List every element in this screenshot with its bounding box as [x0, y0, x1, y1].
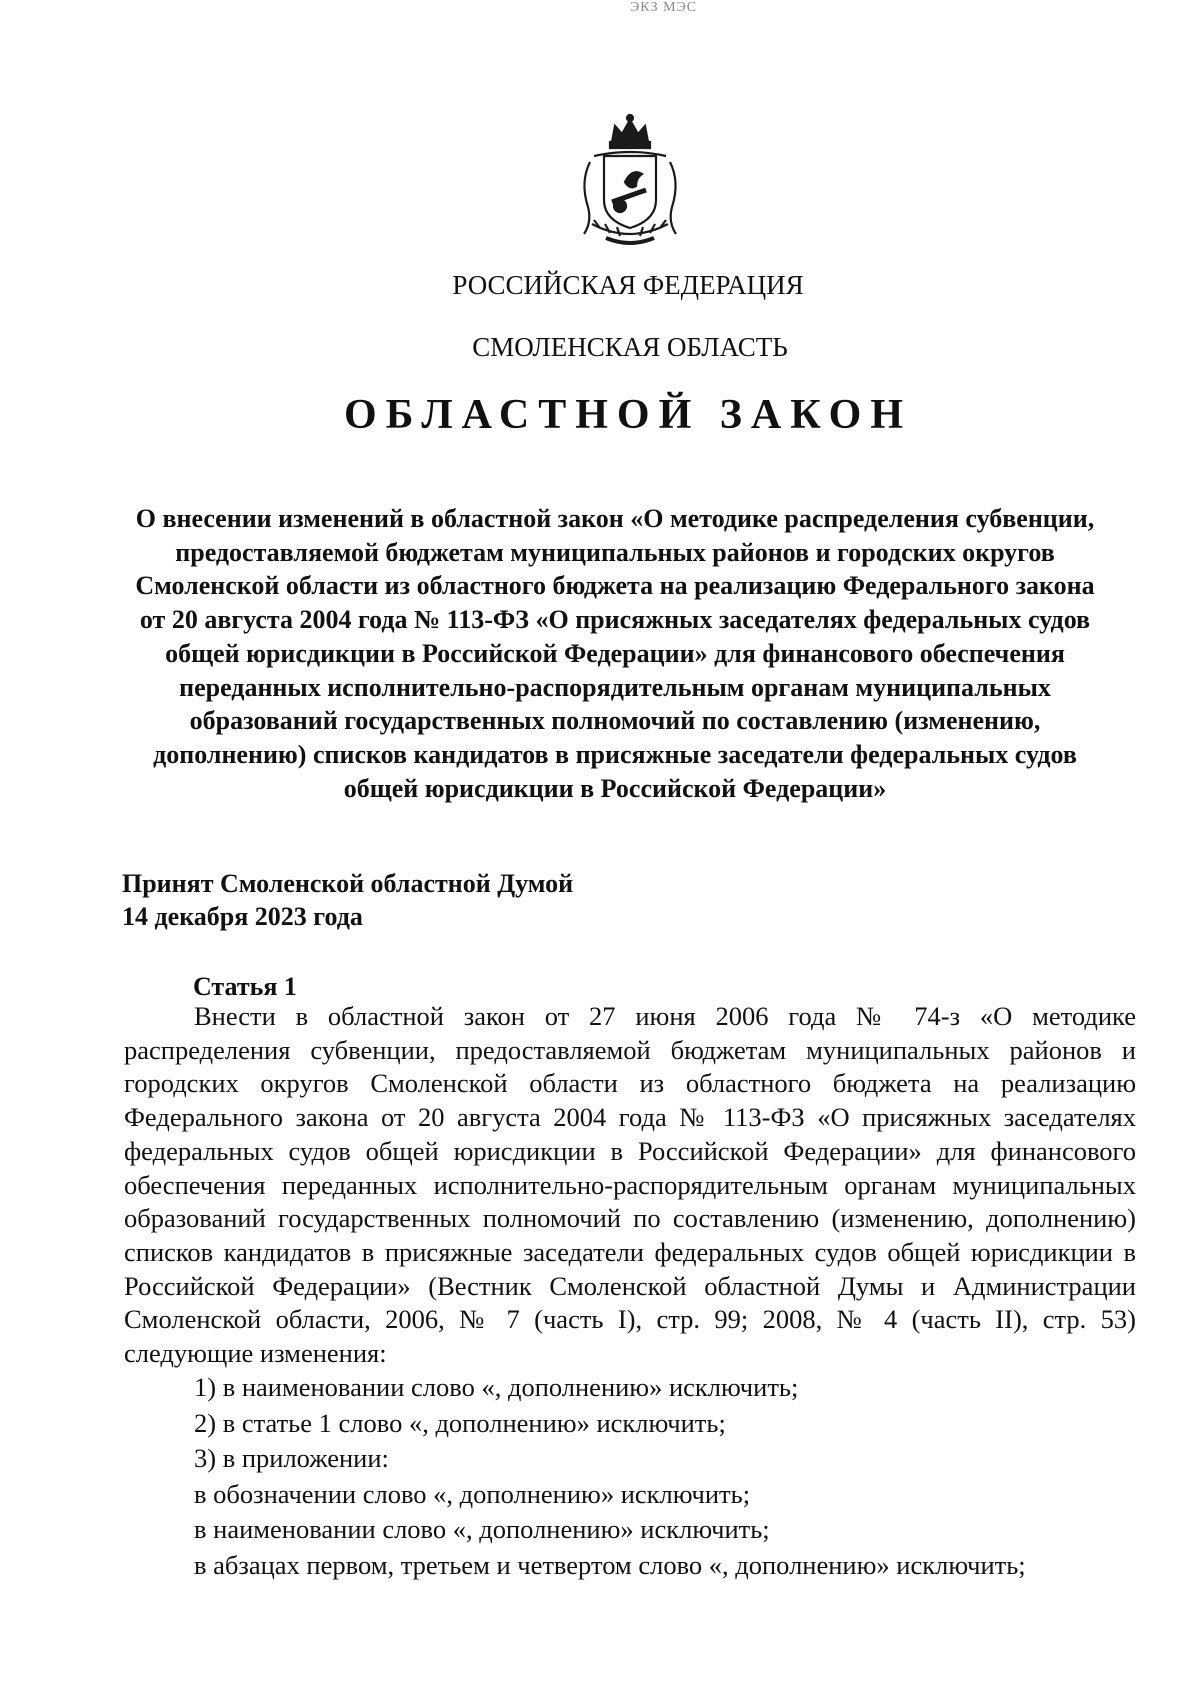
adoption-date: 14 декабря 2023 года — [122, 902, 363, 931]
document-type-heading: ОБЛАСТНОЙ ЗАКОН — [343, 392, 913, 438]
scan-mark: ЭКЗ МЭС — [630, 0, 698, 15]
adoption-block — [122, 867, 573, 933]
list-item: в обозначении слово «, дополнению» исключить; — [194, 1478, 751, 1509]
list-item: 1) в наименовании слово «, дополнению» исключить; — [194, 1372, 799, 1402]
region-heading: СМОЛЕНСКАЯ ОБЛАСТЬ — [472, 332, 788, 362]
list-item: 2) в статье 1 слово «, дополнению» исключить; — [194, 1407, 726, 1438]
article-body: Внести в областной закон от 27 июня 2006 года № 74-з «О методике распределения субвенции, предоставляемой бюджетам муниципальных районов и городских округов Смоленской области из областного бюджета на реализацию Федерального закона от 20 августа 2004 года № 113-ФЗ «О присяжных заседателях федеральных судов общей юрисдикции в Российской Федерации» для финансового обеспечения переданных исполнительно-распорядительным органам муниципальных образований государственных полномочий по составлению (изменению, дополнению) списков кандидатов в присяжные заседатели федеральных судов общей юрисдикции в Российской Федерации» (Вестник Смоленской областной Думы и Администрации Смоленской области, 2006, № 7 (часть I), стр. 99; 2008, № 4 (часть II), стр. 53) следующие изменения: — [124, 1001, 1136, 1369]
list-item: в абзацах первом, третьем и четвертом слово «, дополнению» исключить; — [194, 1549, 1026, 1580]
law-title: О внесении изменений в областной закон «О методике распределения субвенции, предоставляемой бюджетам муниципальных районов и городских округов Смоленской области из областного бюджета на реализацию Федерального закона от 20 августа 2004 года № 113-ФЗ «О присяжных заседателях федеральных судов общей юрисдикции в Российской Федерации» для финансового обеспечения переданных исполнительно-распорядительным органам муниципальных образований государственных полномочий по составлению (изменению, дополнению) списков кандидатов в присяжные заседатели федеральных судов общей юрисдикции в Российской Федерации» — [135, 504, 1095, 803]
amendment-list — [194, 1370, 1154, 1583]
coat-of-arms-icon — [570, 112, 690, 247]
list-item: 3) в приложении: — [194, 1443, 389, 1473]
adoption-line: Принят Смоленской областной Думой — [122, 869, 574, 898]
article-heading: Статья 1 — [193, 972, 297, 1001]
country-heading: РОССИЙСКАЯ ФЕДЕРАЦИЯ — [452, 270, 804, 300]
list-item: в наименовании слово «, дополнению» исключить; — [194, 1514, 770, 1544]
